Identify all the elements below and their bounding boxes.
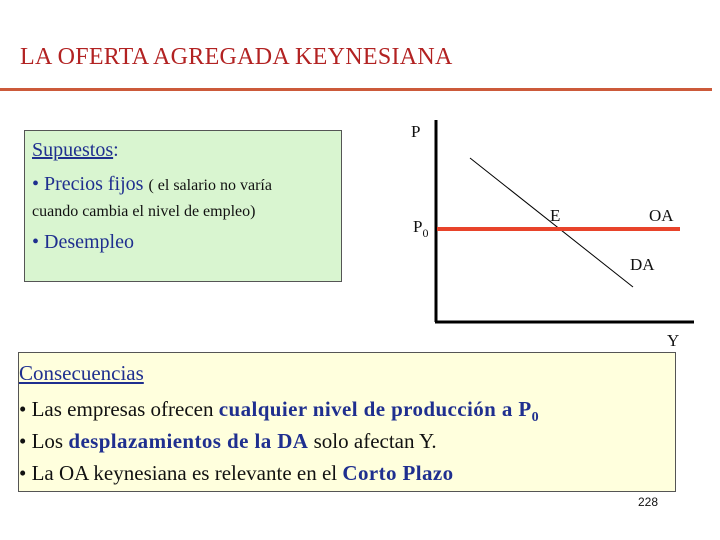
- consequence-3-highlight: Corto Plazo: [342, 461, 454, 485]
- y-axis-label: Y: [667, 331, 680, 350]
- consequence-line-2: [19, 429, 437, 454]
- consequence-2-text: • Los: [19, 429, 64, 453]
- consequence-2-highlight: desplazamientos de la DA: [68, 429, 309, 453]
- consequence-2-tail: solo afectan Y.: [313, 429, 437, 453]
- consequence-3-text: • La OA keynesiana es relevante en el: [19, 461, 338, 485]
- assumption-unemployment: • Desempleo: [32, 231, 134, 253]
- p0-label: $P_0$: [413, 217, 429, 240]
- assumption-fixed-prices-main: • Precios fijos: [32, 173, 144, 195]
- consequences-heading: Consecuencias: [19, 361, 144, 385]
- assumption-fixed-prices-paren: ( el salario no varía: [148, 177, 272, 194]
- equilibrium-label: E: [550, 206, 561, 225]
- slide-title: LA OFERTA AGREGADA KEYNESIANA: [20, 44, 453, 70]
- assumptions-heading-text: Supuestos: [32, 139, 114, 161]
- assumption-fixed-prices-cont: cuando cambia el nivel de empleo): [32, 203, 256, 220]
- consequence-1-text: • Las empresas ofrecen: [19, 397, 214, 421]
- page-number: 228: [638, 495, 659, 509]
- oa-label: OA: [649, 206, 674, 225]
- da-label: DA: [630, 255, 655, 274]
- p-axis-label: P: [411, 122, 421, 141]
- assumptions-heading-colon: :: [113, 139, 119, 161]
- consequences-box: [18, 352, 676, 492]
- consequence-1-highlight: cualquier nivel de producción a $P_0$: [218, 397, 540, 426]
- consequence-line-3: [19, 461, 454, 486]
- consequence-line-1: [19, 397, 539, 426]
